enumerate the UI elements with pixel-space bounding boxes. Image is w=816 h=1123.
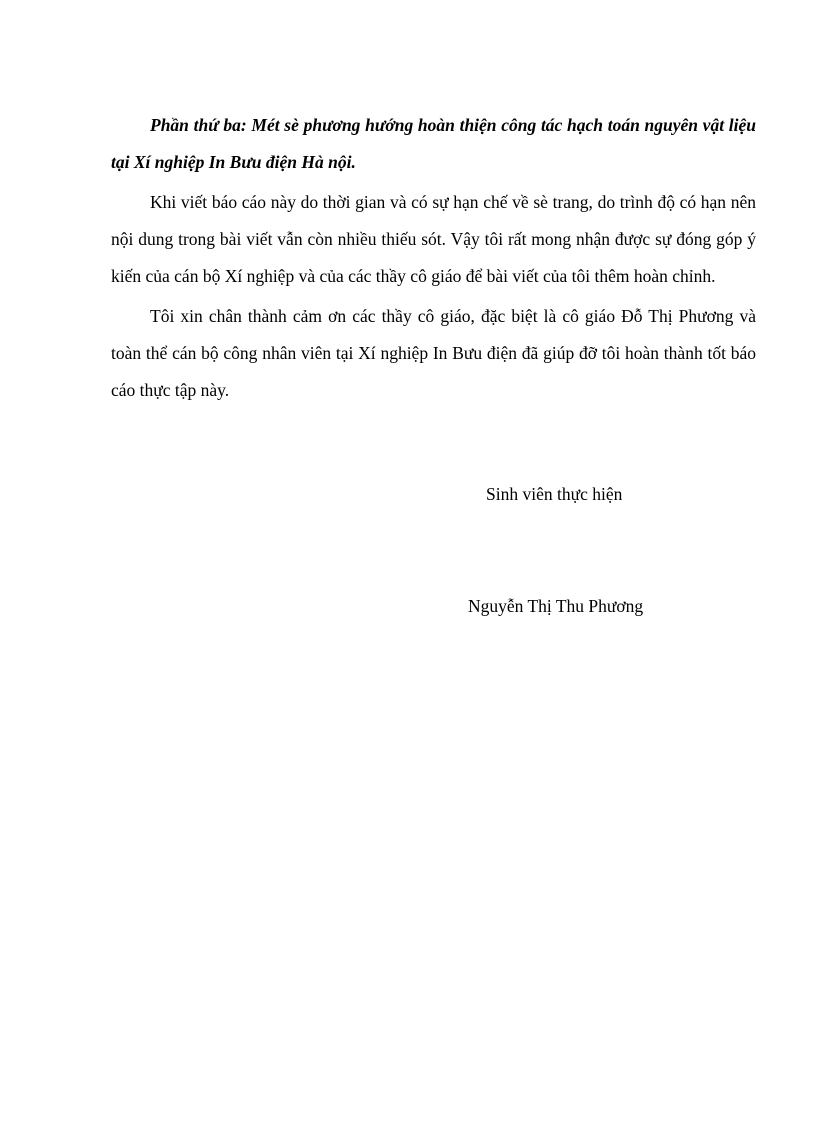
paragraph-limitations: Khi viết báo cáo này do thời gian và có sự hạn chế về sè trang, do trình độ có hạn nên nội dung trong bài viết vẫn còn nhiều thiếu sót. Vậy tôi rất mong nhận được sự đóng góp ý kiến của cán bộ Xí nghiệp và của các thầy cô giáo để bài viết của tôi thêm hoàn chỉnh. [111,192,756,286]
document-body [111,107,756,412]
paragraph-acknowledgements: Tôi xin chân thành cảm ơn các thầy cô giáo, đặc biệt là cô giáo Đỗ Thị Phương và toàn thể cán bộ công nhân viên tại Xí nghiệp In Bưu điện đã giúp đỡ tôi hoàn thành tốt báo cáo thực tập này. [111,306,756,400]
section-heading: Phần thứ ba: Mét sè phương hướng hoàn thiện công tác hạch toán nguyên vật liệu tại Xí nghiệp In Bưu điện Hà nội. [111,115,756,172]
signature-label: Sinh viên thực hiện [486,484,623,504]
signature-name: Nguyễn Thị Thu Phương [468,596,644,616]
